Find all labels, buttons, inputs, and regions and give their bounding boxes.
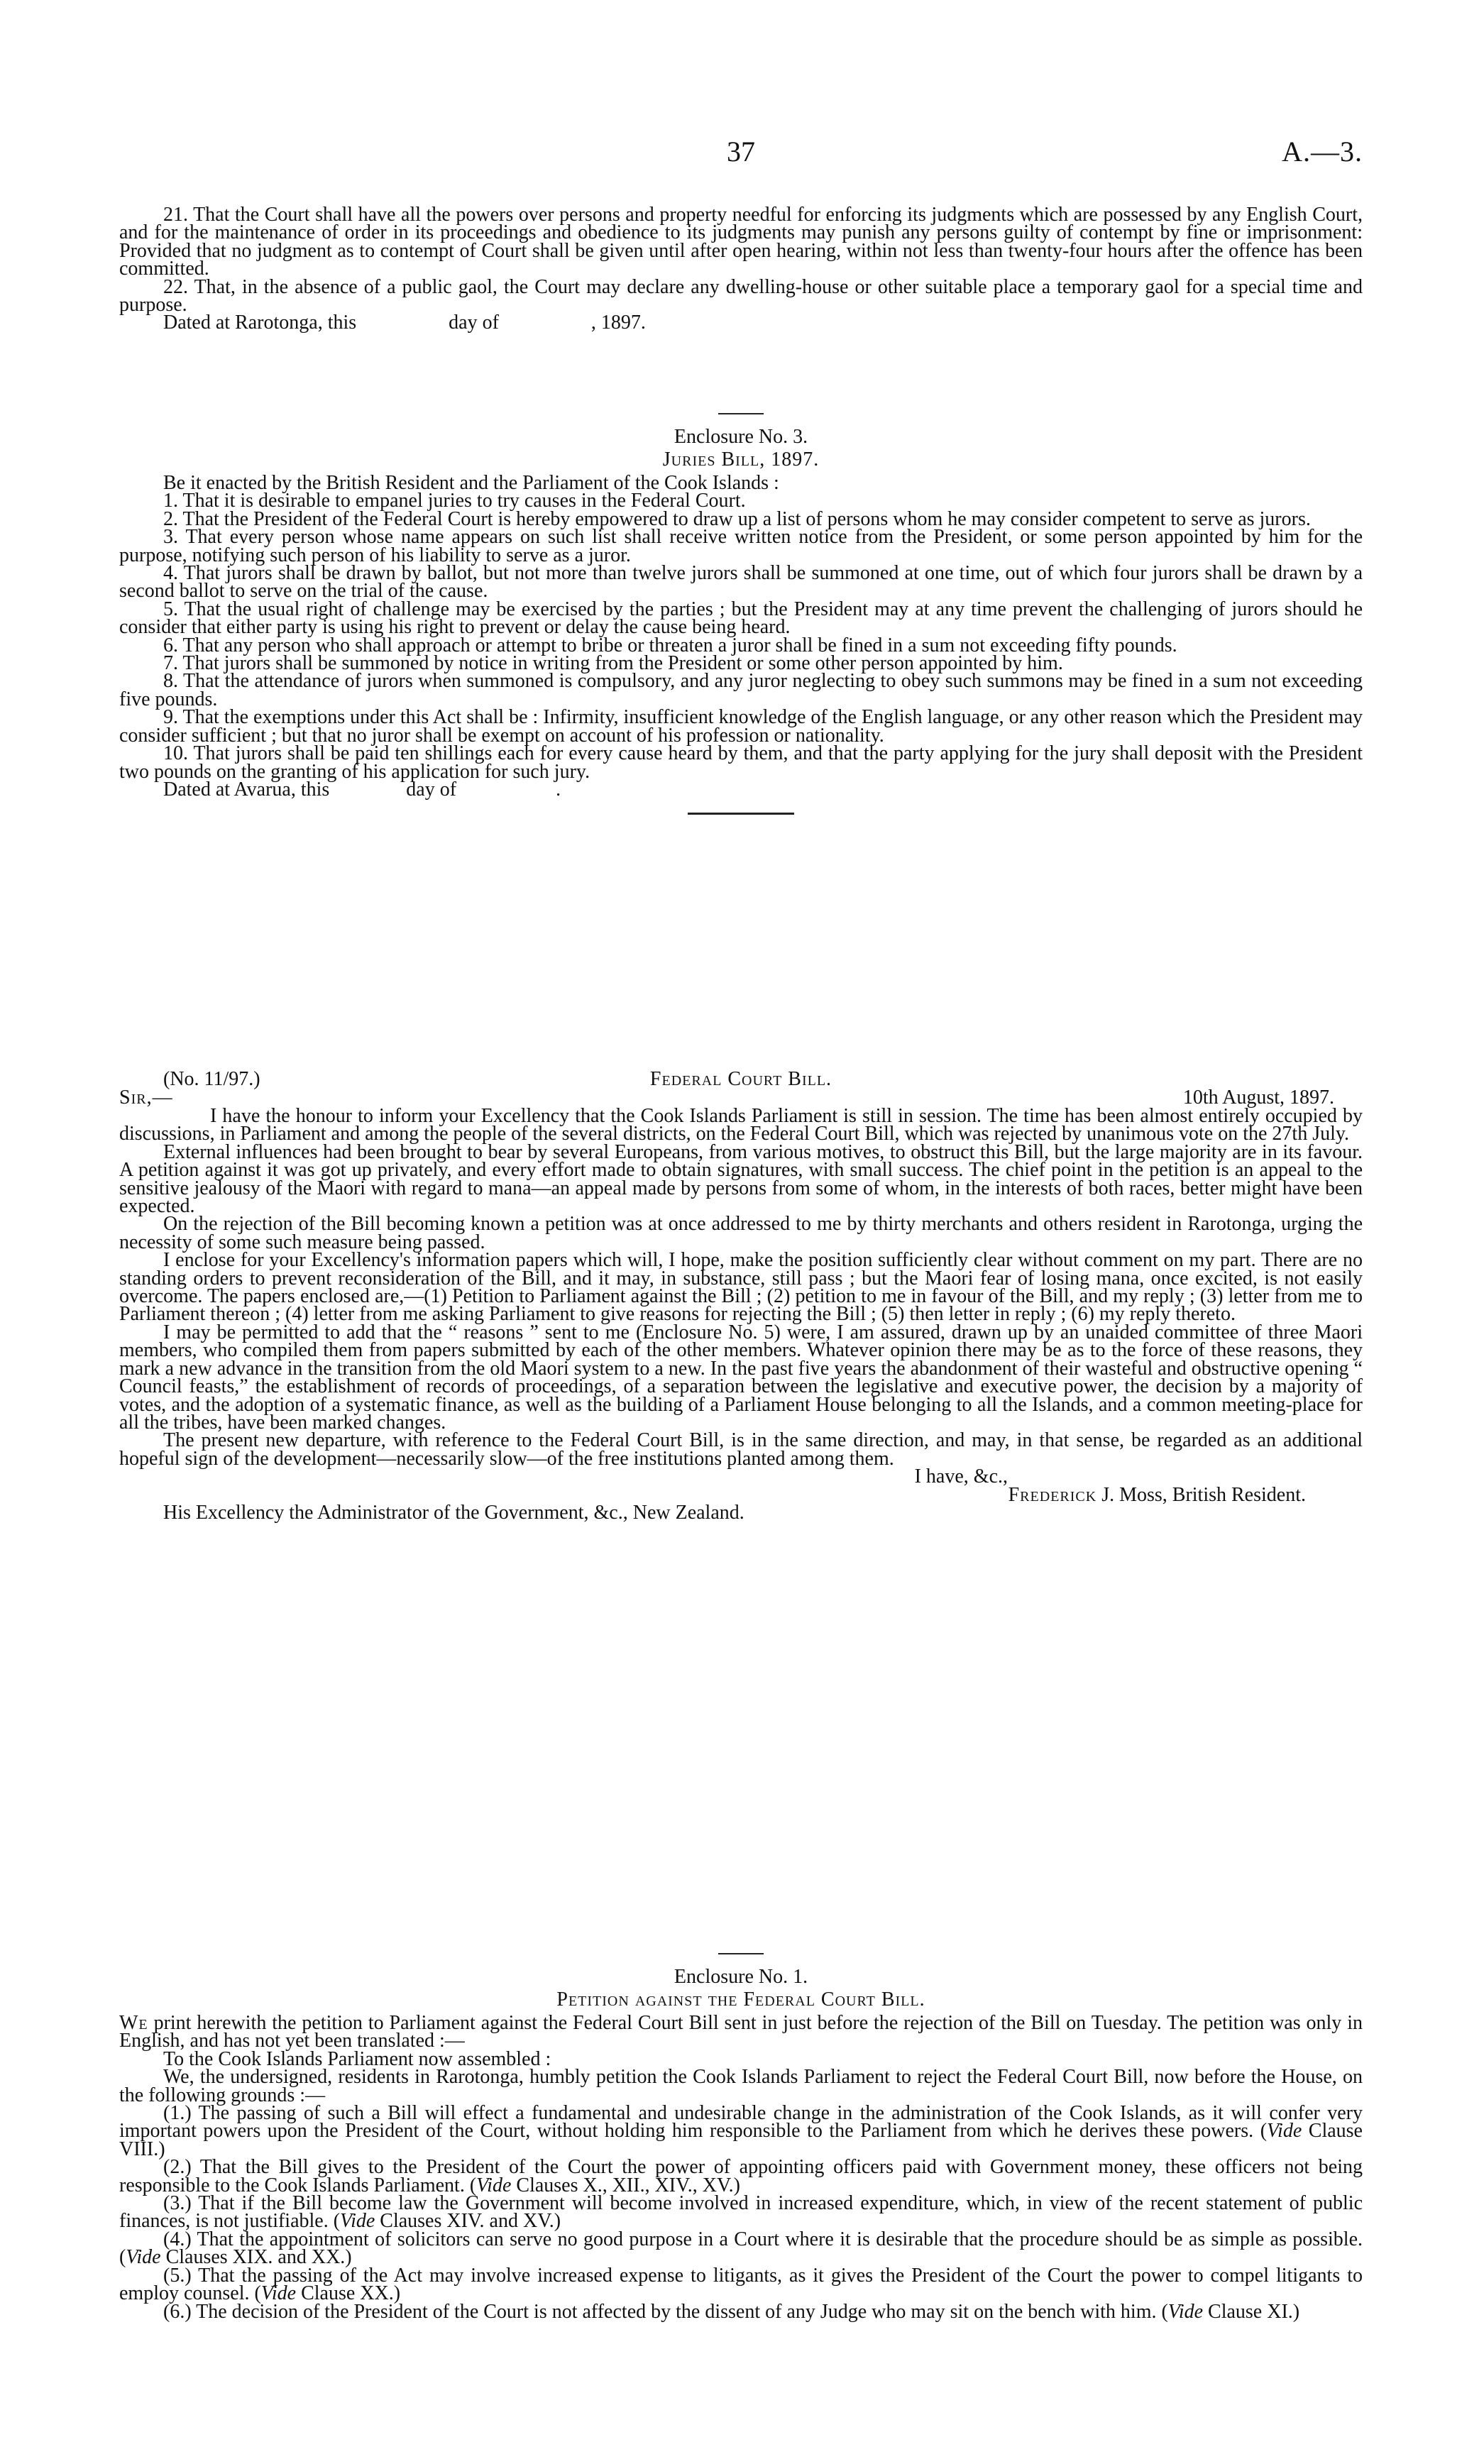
juries-clause-6: 6. That any person who shall approach or attempt to bribe or threaten a juror shall be fined in a sum not exceeding fifty pounds. [163,634,1177,656]
federal-court-clauses-continued [119,206,1363,332]
document-reference: A.—3. [1282,136,1363,167]
ground-1-ref: Clause VIII.) [119,2120,1363,2160]
petition-ground-1: (1.) The passing of such a Bill will effect a fundamental and undesirable change in the administration of the Cook Islands, as it will confer very important powers upon the President of the Court, without holding him responsible to the Parliament from which he derives these powers. (Vide Clause VIII.) [119,2102,1363,2160]
petition-to-line: To the Cook Islands Parliament now assembled : [163,2047,551,2070]
juries-clause-1: 1. That it is desirable to empanel juries to try causes in the Federal Court. [163,490,746,512]
divider [718,413,764,414]
ground-6-text: (6.) The decision of the President of the Court is not affected by the dissent of any Judge who may sit on the bench with him. [163,2300,1157,2323]
clause-22: 22. That, in the absence of a public gaol, the Court may declare any dwelling-house or other suitable place a temporary gaol for a special time and purpose. [119,275,1363,317]
juries-clause-3: 3. That every person whose name appears on such list shall receive written notice from the President, or some person appointed by him for the purpose, notifying such person of his liability to serve as a juror. [119,526,1363,566]
letter-header-row [119,1070,1363,1089]
page-header [119,135,1363,177]
juries-clause-2: 2. That the President of the Federal Court is hereby empowered to draw up a list of persons whom he may consider competent to serve as jurors. [163,507,1311,530]
ground-6-vide: Vide [1167,2300,1204,2323]
letter-title: Federal Court Bill. [649,1068,832,1090]
letter-paragraph-5: I may be permitted to add that the “ reasons ” sent to me (Enclosure No. 5) were, I am assured, drawn up by an unaided committee of three Maori members, who compiled them from papers submitted by each of the other members. Whatever opinion there may be as to the force of these reasons, they mark a new advance in the transition from the old Maori system to a new. In the past five years the abandonment of their wasteful and obstructive opening “ Council feasts,” the establishment of records of proceedings, of a separation between the legislative and executive power, the decision by a majority of votes, and the adoption of a systematic finance, as well as the building of a Parliament House belonging to all the Islands, and a common meeting-place for all the tribes, have been marked changes. [119,1321,1363,1434]
petition-body-intro: We, the undersigned, residents in Rarotonga, humbly petition the Cook Islands Parliament to reject the Federal Court Bill, now before the House, on the following grounds :— [119,2066,1363,2106]
petition-intro-note [119,2014,1363,2050]
letter-paragraph-2: External influences had been brought to bear by several Europeans, from various motives, to obstruct this Bill, but the large majority are in its favour. A petition against it was got up privately, and every effort made to obtain signatures, with small success. The chief point in the petition is an appeal to the sensitive jealousy of the Maori with regard to mana—an appeal made by persons from some of whom, in the interests of both races, better might have been expected. [119,1140,1363,1218]
ground-4-vide: Vide [126,2246,161,2269]
petition-ground-4: (4.) That the appointment of solicitors can serve no good purpose in a Court where it is desirable that the procedure should be as simple as possible. (Vide Clauses XIX. and XX.) [119,2228,1363,2269]
petition-ground-2: (2.) That the Bill gives to the President of the Court the power of appointing officers paid with Government money, these officers not being responsible to the Cook Islands Parliament. (Vide Clauses X., XII., XIV., XV.) [119,2156,1363,2196]
ground-2-ref: Clauses X., XII., XIV., XV.) [511,2174,740,2196]
signature-first-name: Frederick [1008,1483,1097,1506]
ground-6-ref: Clause XI.) [1203,2300,1300,2323]
enclosure-3 [119,403,1363,826]
letter-addressee: His Excellency the Administrator of the Government, &c., New Zealand. [163,1501,744,1524]
enclosure-1 [119,1943,1363,2321]
letter-paragraph-6: The present new departure, with reference to the Federal Court Bill, is in the same direction, and may, in that sense, be regarded as an additional hopeful sign of the development—necessarily slow—of the free institutions planted among them. [119,1429,1363,1470]
dated-rarotonga-c: , 1897. [590,312,646,334]
ground-3-text: (3.) That if the Bill become law the Government will become involved in increased expenditure, which, in view of the recent statement of public finances, is not justifiable. [119,2192,1363,2233]
dated-rarotonga-b: day of [449,312,499,334]
petition-ground-5: (5.) That the passing of the Act may involve increased expense to litigants, as it gives the President of the Court the power to compel litigants to employ counsel. (Vide Clause XX.) [119,2264,1363,2305]
dated-avarua-b: day of [406,778,457,801]
letter-federal-court-bill [119,1070,1363,1522]
dated-rarotonga-a: Dated at Rarotonga, this [163,312,357,334]
letter-date: 10th August, 1897. [1182,1087,1334,1109]
enclosure-3-heading: Enclosure No. 3. [674,426,808,448]
juries-bill-preamble: Be it enacted by the British Resident and the Parliament of the Cook Islands : [163,472,779,494]
juries-clause-10: 10. That jurors shall be paid ten shillings each for every cause heard by them, and that the party applying for the jury shall deposit with the President two pounds on the granting of his application for such jury. [119,742,1363,783]
ground-5-ref: Clause XX.) [296,2282,401,2305]
juries-clause-7: 7. That jurors shall be summoned by notice in writing from the President or some other person appointed by him. [163,652,1063,675]
juries-bill-title: Juries Bill, 1897. [662,449,820,471]
divider [718,1953,764,1954]
dated-avarua-c: . [556,778,561,801]
clause-21: 21. That the Court shall have all the powers over persons and property needful for enforcing its judgments which are possessed by any English Court, and for the maintenance of order in its proceedings and obedience to its judgments may punish any persons guilty of contempt by fine or imprisonment: Provided that no judgment as to contempt of Court shall be given until after open hearing, within not less than twenty-four hours after the offence has been committed. [119,204,1363,280]
letter-number: (No. 11/97.) [163,1068,260,1090]
intro-first-word: We [119,2012,148,2034]
juries-clause-5: 5. That the usual right of challenge may be exercised by the parties ; but the President may at any time prevent the challenging of jurors should he consider that either party is using his right to prevent or delay the cause being heard. [119,598,1363,639]
intro-rest: print herewith the petition to Parliament against the Federal Court Bill sent in just before the rejection of the Bill on Tuesday. The petition was only in English, and has not yet been translated :— [119,2012,1363,2052]
dated-avarua-a: Dated at Avarua, this [163,778,330,801]
dated-line-avarua [119,778,1363,801]
section-divider [688,813,794,815]
letter-paragraph-3: On the rejection of the Bill becoming known a petition was at once addressed to me by thirty merchants and others resident in Rarotonga, urging the necessity of some such measure being passed. [119,1213,1363,1253]
ground-2-vide: Vide [476,2174,512,2196]
page-number: 37 [727,136,755,167]
petition-ground-3: (3.) That if the Bill become law the Government will become involved in increased expenditure, which, in view of the recent statement of public finances, is not justifiable. (Vide Clauses XIV. and XV.) [119,2192,1363,2233]
ground-1-vide: Vide [1267,2120,1302,2143]
ground-2-text: (2.) That the Bill gives to the President of the Court the power of appointing officers paid with Government money, these officers not being responsible to the Cook Islands Parliament. [119,2156,1363,2196]
petition-ground-6: (6.) The decision of the President of the Court is not affected by the dissent of any Judge who may sit on the bench with him. (Vide Clause XI.) [163,2300,1300,2323]
ground-3-ref: Clauses XIV. and XV.) [375,2210,561,2233]
ground-4-ref: Clauses XIX. and XX.) [160,2246,352,2269]
juries-clause-4: 4. That jurors shall be drawn by ballot, but not more than twelve jurors shall be summoned at one time, out of which four jurors shall be drawn by a second ballot to serve on the trial of the cause. [119,562,1363,603]
letter-paragraph-4: I enclose for your Excellency's information papers which will, I hope, make the position sufficiently clear without comment on my part. There are no standing orders to prevent reconsideration of the Bill, and it may, in substance, still pass ; but the Maori fear of losing mana, once excited, is not easily overcome. The papers enclosed are,—(1) Petition to Parliament against the Bill ; (2) petition to me in favour of the Bill, and my reply ; (3) letter from me to Parliament thereon ; (4) letter from me asking Parliament to give reasons for rejecting the Bill ; (5) then letter in reply ; (6) my reply thereto. [119,1249,1363,1326]
ground-5-vide: Vide [260,2282,297,2305]
letter-salutation: Sir,— [119,1087,173,1109]
ground-3-vide: Vide [340,2210,375,2233]
juries-clause-8: 8. That the attendance of jurors when summoned is compulsory, and any juror neglecting to obey such summons may be fined in a sum not exceeding five pounds. [119,670,1363,710]
ground-1-text: (1.) The passing of such a Bill will effect a fundamental and undesirable change in the administration of the Cook Islands, as it will confer very important powers upon the President of the Court, without holding him responsible to the Parliament from which he derives these powers. [119,2102,1363,2143]
signature-rest: J. Moss, British Resident. [1101,1483,1306,1506]
letter-paragraph-1: I have the honour to inform your Excellency that the Cook Islands Parliament is still in session. The time has been almost entirely occupied by discussions, in Parliament and among the people of the several districts, on the Federal Court Bill, which was rejected by unanimous vote on the 27th July. [119,1105,1363,1145]
enclosure-1-heading: Enclosure No. 1. [674,1966,808,1988]
ground-5-text: (5.) That the passing of the Act may involve increased expense to litigants, as it gives the President of the Court the power to compel litigants to employ counsel. [119,2264,1363,2305]
petition-title: Petition against the Federal Court Bill. [556,1989,925,2011]
letter-closing: I have, &c., [914,1465,1008,1488]
juries-clause-9: 9. That the exemptions under this Act shall be : Infirmity, insufficient knowledge of the English language, or any other reason which the President may consider sufficient ; but that no juror shall be exempt on account of his profession or nationality. [119,706,1363,747]
dated-line-rarotonga [119,312,1363,334]
ground-4-text: (4.) That the appointment of solicitors can serve no good purpose in a Court where it is desirable that the procedure should be as simple as possible. [163,2228,1363,2250]
